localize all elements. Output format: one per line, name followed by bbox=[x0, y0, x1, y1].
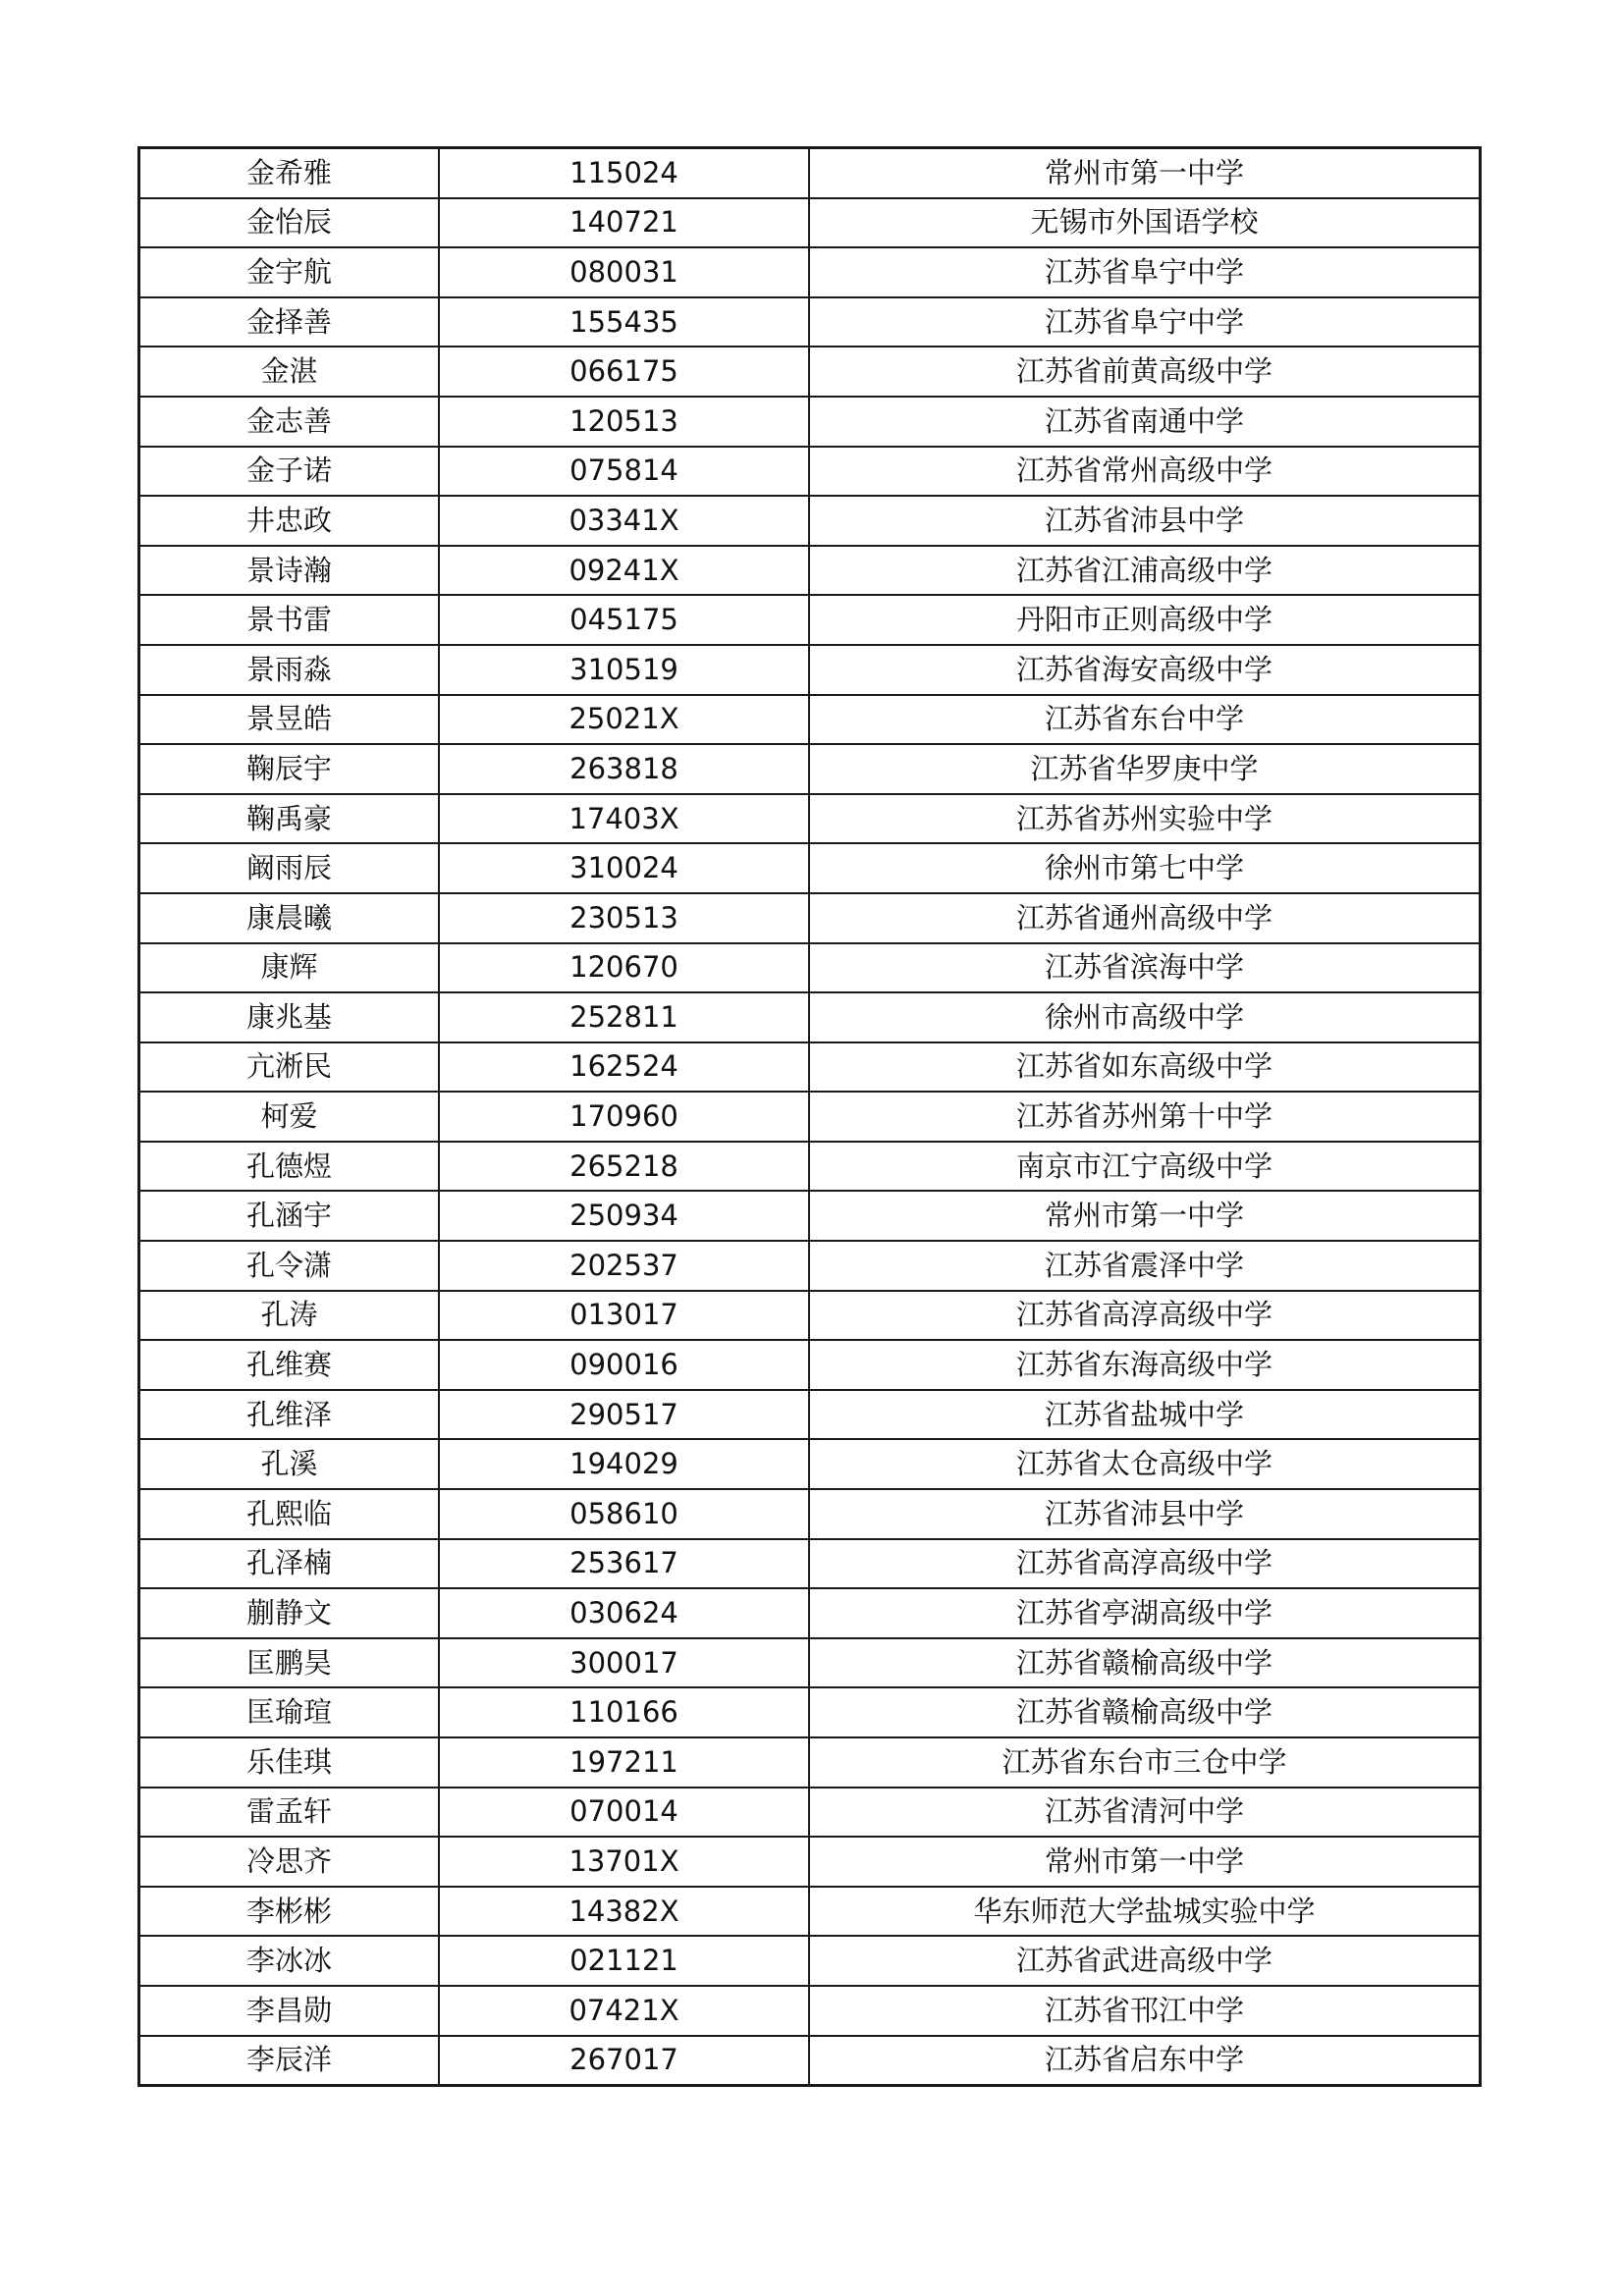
table-row bbox=[139, 1092, 1481, 1142]
table-row bbox=[139, 1638, 1481, 1688]
school-name-cell: 常州市第一中学 bbox=[809, 1191, 1481, 1241]
school-name-cell: 江苏省阜宁中学 bbox=[809, 297, 1481, 347]
school-name-cell: 江苏省盐城中学 bbox=[809, 1390, 1481, 1440]
school-name-cell: 江苏省东台市三仓中学 bbox=[809, 1737, 1481, 1788]
table-row bbox=[139, 1788, 1481, 1838]
table-row bbox=[139, 943, 1481, 993]
table-row bbox=[139, 347, 1481, 397]
school-name-cell: 江苏省江浦高级中学 bbox=[809, 546, 1481, 596]
student-name-cell: 孔熙临 bbox=[139, 1489, 440, 1539]
student-id-cell: 155435 bbox=[439, 297, 809, 347]
student-id-cell: 140721 bbox=[439, 198, 809, 248]
student-id-cell: 17403X bbox=[439, 794, 809, 844]
school-name-cell: 江苏省清河中学 bbox=[809, 1788, 1481, 1838]
table-row bbox=[139, 1936, 1481, 1986]
student-id-cell: 03341X bbox=[439, 496, 809, 546]
school-name-cell: 江苏省赣榆高级中学 bbox=[809, 1638, 1481, 1688]
student-name-cell: 李冰冰 bbox=[139, 1936, 440, 1986]
student-id-cell: 045175 bbox=[439, 595, 809, 645]
student-id-cell: 253617 bbox=[439, 1539, 809, 1589]
student-id-cell: 14382X bbox=[439, 1887, 809, 1937]
student-name-cell: 柯爱 bbox=[139, 1092, 440, 1142]
table-row bbox=[139, 2036, 1481, 2086]
student-name-cell: 孔德煜 bbox=[139, 1142, 440, 1192]
table-row bbox=[139, 1986, 1481, 2036]
student-id-cell: 090016 bbox=[439, 1340, 809, 1390]
school-name-cell: 徐州市高级中学 bbox=[809, 992, 1481, 1042]
student-name-cell: 孔泽楠 bbox=[139, 1539, 440, 1589]
student-id-cell: 13701X bbox=[439, 1837, 809, 1887]
school-name-cell: 江苏省东台中学 bbox=[809, 695, 1481, 745]
table-row bbox=[139, 1539, 1481, 1589]
table-row bbox=[139, 447, 1481, 497]
table-row bbox=[139, 695, 1481, 745]
student-name-cell: 金宇航 bbox=[139, 247, 440, 297]
student-name-cell: 李昌勋 bbox=[139, 1986, 440, 2036]
student-id-cell: 058610 bbox=[439, 1489, 809, 1539]
table-row bbox=[139, 148, 1481, 198]
table-row bbox=[139, 1687, 1481, 1737]
student-id-cell: 09241X bbox=[439, 546, 809, 596]
table-row bbox=[139, 1887, 1481, 1937]
student-id-cell: 080031 bbox=[439, 247, 809, 297]
student-name-cell: 金怡辰 bbox=[139, 198, 440, 248]
school-name-cell: 江苏省海安高级中学 bbox=[809, 645, 1481, 695]
school-name-cell: 江苏省东海高级中学 bbox=[809, 1340, 1481, 1390]
school-name-cell: 江苏省沛县中学 bbox=[809, 496, 1481, 546]
table-row bbox=[139, 645, 1481, 695]
student-name-cell: 金择善 bbox=[139, 297, 440, 347]
student-roster-table bbox=[137, 146, 1482, 2087]
table-row bbox=[139, 744, 1481, 794]
school-name-cell: 南京市江宁高级中学 bbox=[809, 1142, 1481, 1192]
table-row bbox=[139, 546, 1481, 596]
student-id-cell: 267017 bbox=[439, 2036, 809, 2086]
school-name-cell: 江苏省启东中学 bbox=[809, 2036, 1481, 2086]
student-name-cell: 李彬彬 bbox=[139, 1887, 440, 1937]
school-name-cell: 江苏省华罗庚中学 bbox=[809, 744, 1481, 794]
table-row bbox=[139, 1042, 1481, 1093]
school-name-cell: 江苏省如东高级中学 bbox=[809, 1042, 1481, 1093]
student-id-cell: 310519 bbox=[439, 645, 809, 695]
table-row bbox=[139, 1241, 1481, 1291]
school-name-cell: 江苏省前黄高级中学 bbox=[809, 347, 1481, 397]
student-name-cell: 孔涛 bbox=[139, 1291, 440, 1341]
student-id-cell: 290517 bbox=[439, 1390, 809, 1440]
student-id-cell: 194029 bbox=[439, 1439, 809, 1489]
student-id-cell: 25021X bbox=[439, 695, 809, 745]
student-id-cell: 263818 bbox=[439, 744, 809, 794]
student-id-cell: 252811 bbox=[439, 992, 809, 1042]
student-id-cell: 066175 bbox=[439, 347, 809, 397]
student-id-cell: 013017 bbox=[439, 1291, 809, 1341]
school-name-cell: 江苏省高淳高级中学 bbox=[809, 1539, 1481, 1589]
student-id-cell: 115024 bbox=[439, 148, 809, 198]
student-id-cell: 265218 bbox=[439, 1142, 809, 1192]
school-name-cell: 常州市第一中学 bbox=[809, 148, 1481, 198]
school-name-cell: 江苏省震泽中学 bbox=[809, 1241, 1481, 1291]
school-name-cell: 江苏省通州高级中学 bbox=[809, 893, 1481, 943]
student-name-cell: 鞠辰宇 bbox=[139, 744, 440, 794]
student-id-cell: 110166 bbox=[439, 1687, 809, 1737]
school-name-cell: 江苏省太仓高级中学 bbox=[809, 1439, 1481, 1489]
student-name-cell: 康辉 bbox=[139, 943, 440, 993]
student-id-cell: 202537 bbox=[439, 1241, 809, 1291]
table-row bbox=[139, 247, 1481, 297]
school-name-cell: 江苏省常州高级中学 bbox=[809, 447, 1481, 497]
student-name-cell: 李辰洋 bbox=[139, 2036, 440, 2086]
school-name-cell: 无锡市外国语学校 bbox=[809, 198, 1481, 248]
table-row bbox=[139, 1737, 1481, 1788]
student-id-cell: 030624 bbox=[439, 1588, 809, 1638]
student-id-cell: 300017 bbox=[439, 1638, 809, 1688]
student-id-cell: 075814 bbox=[439, 447, 809, 497]
student-name-cell: 孔维泽 bbox=[139, 1390, 440, 1440]
student-name-cell: 孔令潇 bbox=[139, 1241, 440, 1291]
school-name-cell: 江苏省亭湖高级中学 bbox=[809, 1588, 1481, 1638]
student-name-cell: 孔维赛 bbox=[139, 1340, 440, 1390]
table-row bbox=[139, 1291, 1481, 1341]
student-name-cell: 冷思齐 bbox=[139, 1837, 440, 1887]
student-name-cell: 阚雨辰 bbox=[139, 843, 440, 893]
table-row bbox=[139, 843, 1481, 893]
student-id-cell: 07421X bbox=[439, 1986, 809, 2036]
school-name-cell: 江苏省赣榆高级中学 bbox=[809, 1687, 1481, 1737]
school-name-cell: 丹阳市正则高级中学 bbox=[809, 595, 1481, 645]
table-row bbox=[139, 1191, 1481, 1241]
school-name-cell: 江苏省沛县中学 bbox=[809, 1489, 1481, 1539]
student-id-cell: 197211 bbox=[439, 1737, 809, 1788]
roster-body bbox=[139, 148, 1481, 2086]
student-id-cell: 310024 bbox=[439, 843, 809, 893]
student-name-cell: 景昱皓 bbox=[139, 695, 440, 745]
school-name-cell: 江苏省高淳高级中学 bbox=[809, 1291, 1481, 1341]
school-name-cell: 华东师范大学盐城实验中学 bbox=[809, 1887, 1481, 1937]
student-name-cell: 雷孟轩 bbox=[139, 1788, 440, 1838]
table-row bbox=[139, 1489, 1481, 1539]
school-name-cell: 江苏省武进高级中学 bbox=[809, 1936, 1481, 1986]
student-name-cell: 金志善 bbox=[139, 397, 440, 447]
student-name-cell: 孔涵宇 bbox=[139, 1191, 440, 1241]
school-name-cell: 江苏省南通中学 bbox=[809, 397, 1481, 447]
student-id-cell: 070014 bbox=[439, 1788, 809, 1838]
student-id-cell: 170960 bbox=[439, 1092, 809, 1142]
student-name-cell: 康兆基 bbox=[139, 992, 440, 1042]
student-name-cell: 金希雅 bbox=[139, 148, 440, 198]
school-name-cell: 江苏省邗江中学 bbox=[809, 1986, 1481, 2036]
school-name-cell: 徐州市第七中学 bbox=[809, 843, 1481, 893]
table-row bbox=[139, 794, 1481, 844]
student-name-cell: 孔溪 bbox=[139, 1439, 440, 1489]
student-name-cell: 匡瑜瑄 bbox=[139, 1687, 440, 1737]
student-name-cell: 康晨曦 bbox=[139, 893, 440, 943]
school-name-cell: 江苏省苏州实验中学 bbox=[809, 794, 1481, 844]
student-name-cell: 鞠禹豪 bbox=[139, 794, 440, 844]
table-row bbox=[139, 397, 1481, 447]
student-name-cell: 匡鹏昊 bbox=[139, 1638, 440, 1688]
table-row bbox=[139, 1439, 1481, 1489]
student-id-cell: 250934 bbox=[439, 1191, 809, 1241]
student-name-cell: 金湛 bbox=[139, 347, 440, 397]
table-row bbox=[139, 1340, 1481, 1390]
student-id-cell: 230513 bbox=[439, 893, 809, 943]
student-id-cell: 120670 bbox=[439, 943, 809, 993]
table-row bbox=[139, 297, 1481, 347]
student-name-cell: 亢淅民 bbox=[139, 1042, 440, 1093]
student-id-cell: 162524 bbox=[439, 1042, 809, 1093]
student-name-cell: 景书雷 bbox=[139, 595, 440, 645]
table-row bbox=[139, 1837, 1481, 1887]
school-name-cell: 江苏省苏州第十中学 bbox=[809, 1092, 1481, 1142]
table-row bbox=[139, 595, 1481, 645]
table-row bbox=[139, 198, 1481, 248]
school-name-cell: 江苏省阜宁中学 bbox=[809, 247, 1481, 297]
student-name-cell: 井忠政 bbox=[139, 496, 440, 546]
student-name-cell: 景诗瀚 bbox=[139, 546, 440, 596]
table-row bbox=[139, 496, 1481, 546]
student-name-cell: 金子诺 bbox=[139, 447, 440, 497]
table-row bbox=[139, 1588, 1481, 1638]
table-row bbox=[139, 1142, 1481, 1192]
student-id-cell: 120513 bbox=[439, 397, 809, 447]
student-name-cell: 乐佳琪 bbox=[139, 1737, 440, 1788]
school-name-cell: 常州市第一中学 bbox=[809, 1837, 1481, 1887]
table-row bbox=[139, 992, 1481, 1042]
table-row bbox=[139, 1390, 1481, 1440]
student-name-cell: 景雨淼 bbox=[139, 645, 440, 695]
school-name-cell: 江苏省滨海中学 bbox=[809, 943, 1481, 993]
student-id-cell: 021121 bbox=[439, 1936, 809, 1986]
table-row bbox=[139, 893, 1481, 943]
student-name-cell: 蒯静文 bbox=[139, 1588, 440, 1638]
